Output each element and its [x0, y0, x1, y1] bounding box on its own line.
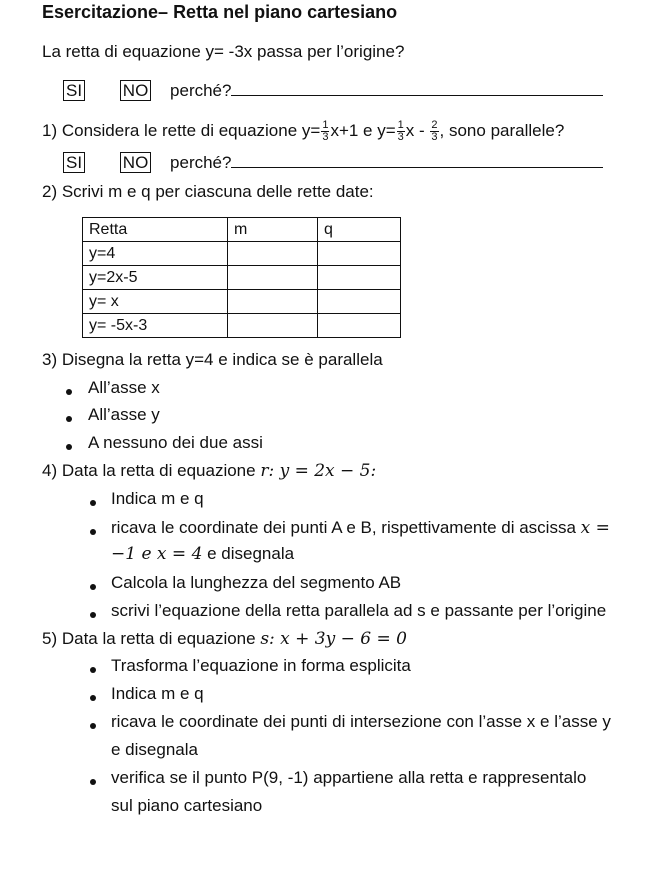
table-cell-retta: y= -5x-3: [83, 314, 228, 338]
q5-item-a: Trasforma l’equazione in forma esplicita: [111, 656, 411, 675]
fraction-1-numerator: 1: [322, 119, 329, 131]
table-cell-q[interactable]: [318, 290, 401, 314]
table-header: q: [318, 218, 401, 242]
answer-line[interactable]: [231, 81, 603, 96]
fraction-1: [321, 120, 329, 143]
q5-item-b: Indica m e q: [111, 684, 204, 703]
table-cell-retta: y=2x-5: [83, 266, 228, 290]
no-option[interactable]: NO: [120, 80, 152, 101]
question-1-answers: [63, 152, 603, 173]
q4-item-b-text: ricava le coordinate dei punti A e B, rispettivamente di ascissa: [111, 518, 581, 537]
question-4-label: 4) Data la retta di equazione: [42, 461, 261, 480]
table-row: [83, 242, 401, 266]
table-cell-retta: y=4: [83, 242, 228, 266]
yes-option[interactable]: SI: [63, 152, 85, 173]
fraction-2-numerator: 1: [397, 119, 404, 131]
q4-item-c: Calcola la lunghezza del segmento AB: [111, 573, 402, 592]
fraction-2: [397, 120, 405, 143]
question-3-text: 3) Disegna la retta y=4 e indica se è parallela: [42, 350, 383, 369]
why-label: perché?: [170, 153, 232, 172]
q4-item-b-line2: [111, 544, 294, 564]
m-q-table: [82, 217, 401, 338]
bullet-icon: [90, 584, 96, 590]
answer-line[interactable]: [231, 153, 603, 168]
q4-item-b-math2: −1 e x = 4: [111, 544, 203, 564]
question-4-equation: r: y = 2x − 5:: [260, 461, 377, 481]
q5-item-c-line1: ricava le coordinate dei punti di intersezione con l’asse x e l’asse y: [111, 712, 611, 731]
fraction-1-denominator: 3: [322, 131, 329, 143]
option-x-axis[interactable]: All’asse x: [88, 378, 160, 397]
question-5-label: 5) Data la retta di equazione: [42, 629, 261, 648]
question-1-prefix: 1) Considera le rette di equazione y=: [42, 120, 321, 140]
question-0-answers: [63, 80, 603, 101]
q4-item-b-text2: e disegnala: [202, 544, 295, 563]
table-cell-m[interactable]: [228, 266, 318, 290]
table-cell-m[interactable]: [228, 314, 318, 338]
table-row: [83, 314, 401, 338]
table-header: Retta: [83, 218, 228, 242]
bullet-icon: [66, 416, 72, 422]
yes-option[interactable]: SI: [63, 80, 85, 101]
page-title: Esercitazione– Retta nel piano cartesiano: [42, 2, 398, 22]
bullet-icon: [90, 667, 96, 673]
question-0-text: La retta di equazione y= -3x passa per l’origine?: [42, 42, 405, 61]
bullet-icon: [66, 389, 72, 395]
table-cell-retta: y= x: [83, 290, 228, 314]
question-5-equation: s: x + 3y − 6 = 0: [260, 629, 407, 649]
bullet-icon: [90, 612, 96, 618]
table-cell-q[interactable]: [318, 242, 401, 266]
no-option[interactable]: NO: [120, 152, 152, 173]
bullet-icon: [90, 779, 96, 785]
fraction-2-denominator: 3: [397, 131, 404, 143]
q4-item-b-math: x =: [580, 518, 610, 538]
q5-item-c-line2: e disegnala: [111, 740, 198, 759]
bullet-icon: [90, 529, 96, 535]
q4-item-b-line1: [111, 518, 610, 538]
fraction-3-denominator: 3: [431, 131, 438, 143]
option-y-axis[interactable]: All’asse y: [88, 405, 160, 424]
fraction-3: [430, 120, 438, 143]
table-row: [83, 290, 401, 314]
q5-item-d-line2: sul piano cartesiano: [111, 796, 263, 815]
q5-item-d-line1: verifica se il punto P(9, -1) appartiene alla retta e rappresentalo: [111, 768, 587, 787]
table-cell-m[interactable]: [228, 290, 318, 314]
table-cell-q[interactable]: [318, 314, 401, 338]
table-header: m: [228, 218, 318, 242]
question-1-mid1: x+1 e y=: [330, 120, 396, 140]
q4-item-d: scrivi l’equazione della retta parallela ad s e passante per l’origine: [111, 601, 607, 620]
question-5-text: [42, 629, 407, 649]
why-label: perché?: [170, 81, 232, 100]
table-cell-q[interactable]: [318, 266, 401, 290]
question-2-text: 2) Scrivi m e q per ciascuna delle rette date:: [42, 182, 374, 201]
q4-item-a: Indica m e q: [111, 489, 204, 508]
question-1-suffix: , sono parallele?: [439, 120, 565, 140]
bullet-icon: [90, 723, 96, 729]
option-none[interactable]: A nessuno dei due assi: [88, 433, 263, 452]
bullet-icon: [66, 444, 72, 450]
question-4-text: [42, 461, 376, 481]
bullet-icon: [90, 500, 96, 506]
table-row: [83, 266, 401, 290]
question-1-mid2: x -: [405, 120, 425, 140]
table-header-row: [83, 218, 401, 242]
fraction-3-numerator: 2: [431, 119, 438, 131]
bullet-icon: [90, 695, 96, 701]
table-cell-m[interactable]: [228, 242, 318, 266]
question-1-text: [42, 120, 564, 143]
